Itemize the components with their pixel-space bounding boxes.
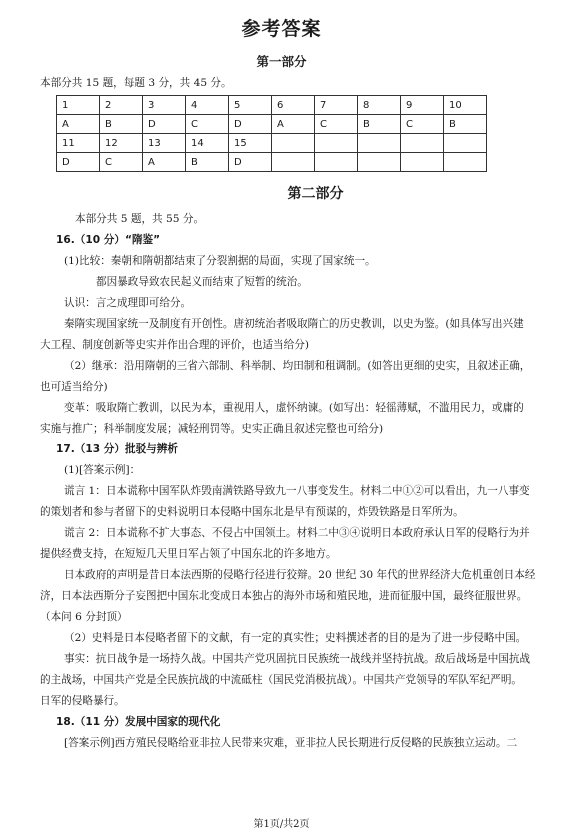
q17-line: 日军的侵略暴行。 [40, 695, 125, 707]
table-cell: 2 [100, 96, 143, 115]
table-cell: 4 [186, 96, 229, 115]
table-cell: B [444, 115, 487, 134]
table-cell: D [143, 115, 186, 134]
q16-title: 16.（10 分）“隋鉴” [56, 234, 161, 246]
q16-line: 实施与推广；科举制度发展；减轻刑罚等。史实正确且叙述完整也可给分) [40, 423, 384, 435]
table-cell: 15 [229, 134, 272, 153]
part2-intro: 本部分共 5 题，共 55 分。 [75, 213, 205, 225]
table-cell: A [143, 153, 186, 172]
table-cell: 6 [272, 96, 315, 115]
table-cell: A [272, 115, 315, 134]
q16-line: 都因暴政导致农民起义而结束了短暂的统治。 [96, 276, 308, 288]
table-cell [315, 134, 358, 153]
q17-line: （2）史料是日本侵略者留下的文献，有一定的真实性；史料撰述者的目的是为了进一步侵略中国。 [64, 632, 527, 644]
table-cell: B [100, 115, 143, 134]
q16-line: 秦隋实现国家统一及制度有开创性。唐初统治者吸取隋亡的历史教训，以史为鉴。(如具体写出兴建 [64, 318, 524, 330]
q17-line: 谎言 2：日本谎称不扩大事态、不侵占中国领土。材料二中③④说明日本政府承认日军的侵略行为并 [64, 527, 530, 539]
table-cell: 1 [57, 96, 100, 115]
table-cell [315, 153, 358, 172]
part1-heading: 第一部分 [256, 54, 307, 69]
table-cell: 11 [57, 134, 100, 153]
q17-line: 提供经费支持，在短短几天里日军占领了中国东北的许多地方。 [40, 548, 337, 560]
table-cell [444, 153, 487, 172]
table-cell: C [186, 115, 229, 134]
table-cell: A [57, 115, 100, 134]
table-cell [272, 134, 315, 153]
q17-line: 济，日本法西斯分子妄图把中国东北变成日本独占的海外市场和殖民地，进而征服中国，最终征服世界。 [40, 590, 528, 602]
table-cell [272, 153, 315, 172]
q16-line: 大工程、制度创新等史实并作出合理的评价，也适当给分) [40, 339, 309, 351]
table-cell: D [229, 115, 272, 134]
table-row [57, 115, 487, 134]
table-cell: 8 [358, 96, 401, 115]
q16-line: 也可适当给分) [40, 381, 108, 393]
table-cell: 14 [186, 134, 229, 153]
table-cell [401, 153, 444, 172]
q17-line: 日本政府的声明是昔日本法西斯的侵略行径进行狡辩。20 世纪 30 年代的世界经济大危机重创日本经 [64, 569, 536, 581]
table-cell [444, 134, 487, 153]
table-cell: 9 [401, 96, 444, 115]
q16-line: 认识：言之成理即可给分。 [64, 297, 192, 309]
table-row [57, 153, 487, 172]
answer-table [56, 95, 487, 172]
table-cell: 12 [100, 134, 143, 153]
table-row [57, 96, 487, 115]
table-cell: 10 [444, 96, 487, 115]
q17-line: (1)[答案示例]： [64, 464, 141, 476]
part2-heading: 第二部分 [287, 186, 344, 202]
table-cell: D [229, 153, 272, 172]
table-cell: 3 [143, 96, 186, 115]
table-cell: C [100, 153, 143, 172]
table-row [57, 134, 487, 153]
part1-intro: 本部分共 15 题，每题 3 分，共 45 分。 [40, 77, 232, 89]
table-cell: 13 [143, 134, 186, 153]
table-cell: D [57, 153, 100, 172]
table-cell: 5 [229, 96, 272, 115]
table-cell: 7 [315, 96, 358, 115]
q18-line: [答案示例]西方殖民侵略给亚非拉人民带来灾难，亚非拉人民长期进行反侵略的民族独立运动。二 [64, 737, 518, 749]
table-cell [358, 134, 401, 153]
table-cell: B [186, 153, 229, 172]
table-cell [358, 153, 401, 172]
q17-line: 的策划者和参与者留下的史料说明日本侵略中国东北是早有预谋的，炸毁铁路是日军所为。 [40, 506, 464, 518]
table-cell: B [358, 115, 401, 134]
page-title: 参考答案 [241, 18, 322, 40]
q16-line: 变革：吸取隋亡教训，以民为本，重视用人，虚怀纳谏。(如写出：轻徭薄赋，不滥用民力，或庸的 [64, 402, 524, 414]
table-cell [401, 134, 444, 153]
q17-line: 的主战场，中国共产党是全民族抗战的中流砥柱（国民党消极抗战）。中国共产党领导的军队军纪严明。 [40, 674, 523, 686]
q17-title: 17.（13 分）批驳与辨析 [56, 443, 178, 455]
page-footer: 第1页/共2页 [253, 819, 310, 830]
q17-line: （本问 6 分封顶） [40, 611, 128, 623]
table-cell: C [315, 115, 358, 134]
q17-line: 事实：抗日战争是一场持久战。中国共产党巩固抗日民族统一战线并坚持抗战。敌后战场是中国抗战 [64, 653, 531, 665]
q16-line: （2）继承：沿用隋朝的三省六部制、科举制、均田制和租调制。(如答出更细的史实，且叙述正确， [64, 360, 531, 372]
q16-line: (1)比较：秦朝和隋朝都结束了分裂割据的局面，实现了国家统一。 [64, 255, 376, 267]
table-cell: C [401, 115, 444, 134]
q17-line: 谎言 1：日本谎称中国军队炸毁南满铁路导致九一八事变发生。材料二中①②可以看出，九一八事变 [64, 485, 530, 497]
q18-title: 18.（11 分）发展中国家的现代化 [56, 716, 221, 728]
